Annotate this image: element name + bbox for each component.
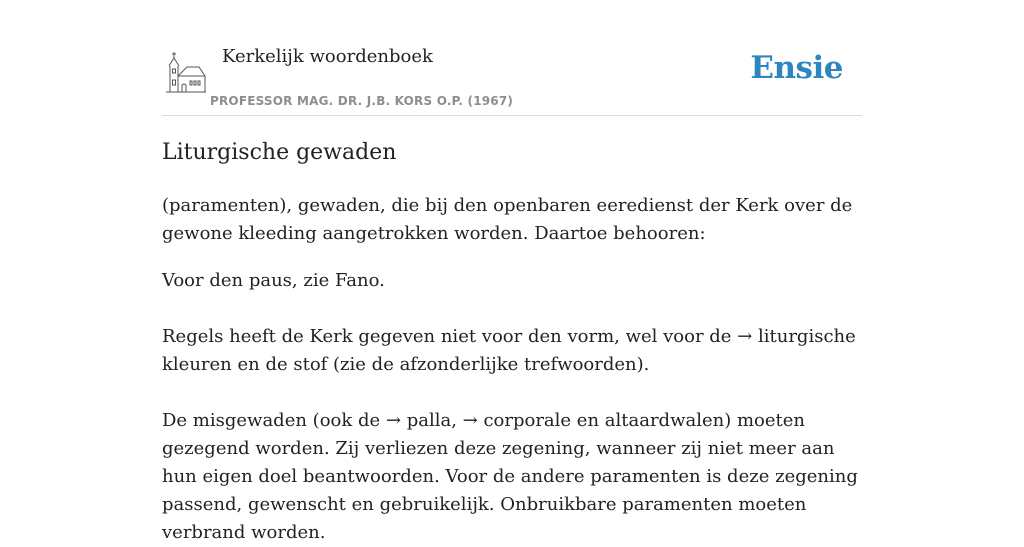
page — [162, 0, 862, 543]
author-line: PROFESSOR MAG. DR. J.B. KORS O.P. (1967) — [210, 94, 514, 108]
ensie-logo[interactable]: Ensie — [750, 50, 843, 86]
entry-paragraph-2: Voor den paus, zie Fano. — [162, 270, 385, 291]
header — [162, 0, 862, 116]
book-title[interactable]: Kerkelijk woordenboek — [222, 46, 433, 67]
entry-paragraph-3: Regels heeft de Kerk gegeven niet voor den vorm, wel voor de → liturgische kleuren en de stof (zie de afzonderlijke trefwoorden). — [162, 326, 856, 375]
entry-title: Liturgische gewaden — [162, 140, 397, 165]
entry-paragraph-4: De misgewaden (ook de → palla, → corporale en altaardwalen) moeten gezegend worden. Zij verliezen deze zegening, wanneer zij niet meer aan hun eigen doel beantwoorden. Voor de andere paramenten is deze zegening passend, gewenscht en gebruikelijk. Onbruikbare paramenten moeten verbrand worden. — [162, 410, 858, 543]
entry-paragraph-1: (paramenten), gewaden, die bij den openbaren eeredienst der Kerk over de gewone kleeding aangetrokken worden. Daartoe behooren: — [162, 195, 853, 244]
church-icon — [165, 50, 207, 94]
